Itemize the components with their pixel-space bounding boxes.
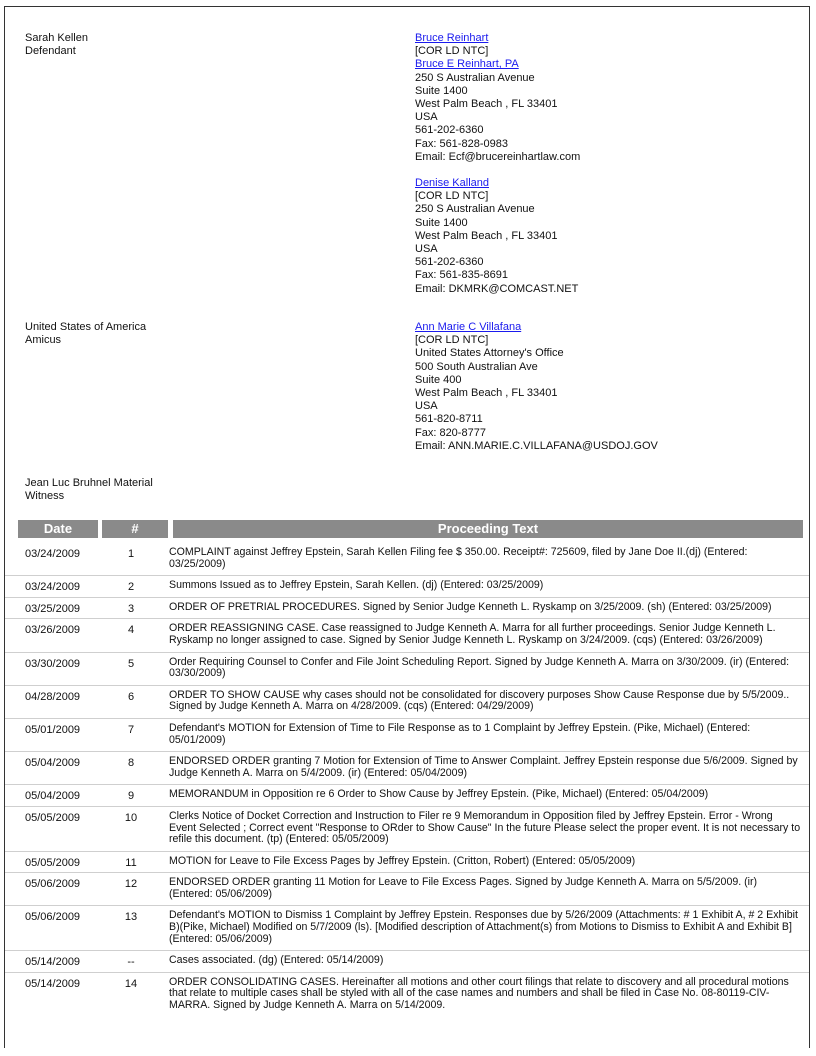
address-line: USA	[415, 111, 438, 124]
entry-date: 05/14/2009	[25, 977, 81, 990]
phone-line: 561-820-8711	[415, 413, 483, 426]
entry-number: 2	[127, 581, 135, 594]
fax-line: Fax: 561-828-0983	[415, 137, 508, 150]
party-role: Amicus	[25, 334, 62, 346]
entry-text: Order Requiring Counsel to Confer and File Joint Scheduling Report. Signed by Judge Kenneth A. Marra on 3/30/2009. (ir) (Entered: 03/30/2009)	[169, 655, 790, 680]
attorney-designation: [COR LD NTC]	[415, 190, 489, 203]
entry-number: 9	[127, 790, 135, 803]
attorney-name-link[interactable]: Ann Marie C Villafana	[415, 321, 522, 333]
entry-date: 05/04/2009	[25, 757, 81, 770]
party-role: Witness	[25, 490, 65, 502]
entry-number: 8	[127, 757, 135, 770]
entry-number: --	[127, 956, 135, 969]
entry-text: ORDER OF PRETRIAL PROCEDURES. Signed by Senior Judge Kenneth L. Ryskamp on 3/25/2009. (sh) (Entered: 03/25/2009)	[169, 600, 772, 613]
table-row	[5, 872, 810, 905]
entry-number: 5	[127, 657, 135, 670]
attorney-ann-marie-villafana	[415, 321, 658, 453]
attorney-denise-kalland	[415, 177, 578, 296]
docket-table	[5, 543, 810, 1017]
entry-text: Defendant's MOTION for Extension of Time to File Response as to 1 Complaint by Jeffrey Epstein. (Pike, Michael) (Entered: 05/01/2009)	[169, 721, 751, 746]
entry-text: Defendant's MOTION to Dismiss 1 Complaint by Jeffrey Epstein. Responses due by 5/26/2009 (Attachments: # 1 Exhibit A, # 2 Exhibit B)(Pike, Michael) Modified on 5/7/2009 (ls). [Modified description of Attachment(s) from Motions to Dismiss to Exhibit A and Exhibit B] (Entered: 05/06/2009)	[169, 909, 798, 945]
party-name: Sarah Kellen	[25, 32, 88, 44]
phone-line: 561-202-6360	[415, 124, 484, 137]
address-line: West Palm Beach , FL 33401	[415, 387, 558, 400]
entry-text: ORDER REASSIGNING CASE. Case reassigned to Judge Kenneth A. Marra for all further proceedings. Senior Judge Kenneth L. Ryskamp no longer assigned to case. Signed by Senior Judge Kenneth L. Ryskamp on 3/24/2009. (cqs) (Entered: 03/26/2009)	[169, 622, 776, 646]
entry-text: MEMORANDUM in Opposition re 6 Order to Show Cause by Jeffrey Epstein. (Pike, Michael) (Entered: 05/04/2009)	[169, 788, 709, 801]
entry-date: 03/25/2009	[25, 602, 81, 615]
party-name: Jean Luc Bruhnel Material	[25, 477, 153, 489]
table-row	[5, 905, 810, 950]
party-witness	[25, 477, 153, 503]
email-line: Email: DKMRK@COMCAST.NET	[415, 282, 579, 295]
entry-text: ORDER CONSOLIDATING CASES. Hereinafter all motions and other court filings that relate to discovery and all procedural motions that relate to multiple cases shall be styled with all of the case names and numbers and shall be filed in Case No. 08-80119-CIV-MARRA. Signed by Judge Kenneth A. Marra on 5/14/2009.	[169, 975, 789, 1012]
entry-text: ENDORSED ORDER granting 7 Motion for Extension of Time to Answer Complaint. Jeffrey Epstein response due 5/6/2009. Signed by Judge Kenneth A. Marra on 5/4/2009. (ir) (Entered: 05/04/2009)	[169, 755, 798, 779]
header-number: #	[102, 520, 168, 538]
address-line: 250 S Australian Avenue	[415, 203, 535, 216]
docket-page	[4, 6, 810, 1048]
table-row	[5, 784, 810, 806]
attorney-designation: [COR LD NTC]	[415, 45, 489, 58]
table-row	[5, 597, 810, 619]
fax-line: Fax: 820-8777	[415, 426, 486, 439]
table-row	[5, 618, 810, 651]
address-line: Suite 1400	[415, 84, 468, 97]
address-line: United States Attorney's Office	[415, 347, 564, 360]
address-line: West Palm Beach , FL 33401	[415, 229, 558, 242]
attorney-name-link[interactable]: Denise Kalland	[415, 177, 489, 189]
entry-number: 6	[127, 690, 135, 703]
entry-number: 3	[127, 602, 135, 615]
entry-date: 05/04/2009	[25, 790, 81, 803]
entry-text: ENDORSED ORDER granting 11 Motion for Leave to File Excess Pages. Signed by Judge Kenneth A. Marra on 5/5/2009. (ir) (Entered: 05/06/2009)	[169, 876, 758, 900]
attorney-name-link[interactable]: Bruce Reinhart	[415, 32, 489, 44]
address-line: USA	[415, 400, 438, 413]
entry-date: 03/30/2009	[25, 657, 81, 670]
table-row	[5, 806, 810, 851]
entry-date: 05/06/2009	[25, 878, 81, 891]
table-row	[5, 718, 810, 751]
address-line: Suite 400	[415, 373, 462, 386]
table-row	[5, 751, 810, 784]
entry-number: 14	[124, 977, 138, 990]
party-name: United States of America	[25, 321, 147, 333]
entry-number: 10	[124, 811, 138, 824]
entry-date: 03/24/2009	[25, 548, 81, 560]
entry-date: 03/26/2009	[25, 624, 81, 637]
table-row	[5, 950, 810, 972]
entry-text: COMPLAINT against Jeffrey Epstein, Sarah Kellen Filing fee $ 350.00. Receipt#: 725609, filed by Jane Doe II.(dj) (Entered: 03/25/2009)	[169, 546, 748, 570]
entry-date: 05/05/2009	[25, 856, 81, 869]
party-role: Defendant	[25, 45, 76, 57]
party-sarah-kellen	[25, 32, 88, 58]
address-line: Suite 1400	[415, 216, 468, 229]
header-date: Date	[18, 520, 98, 538]
table-row	[5, 575, 810, 597]
fax-line: Fax: 561-835-8691	[415, 269, 508, 282]
table-row	[5, 543, 810, 575]
entry-number: 1	[127, 548, 135, 560]
entry-number: 11	[125, 856, 137, 869]
entry-number: 7	[127, 723, 135, 736]
address-line: West Palm Beach , FL 33401	[415, 98, 558, 111]
entry-number: 13	[124, 911, 138, 924]
entry-date: 05/14/2009	[25, 956, 81, 969]
party-united-states	[25, 321, 146, 347]
entry-date: 03/24/2009	[25, 581, 81, 594]
entry-date: 05/06/2009	[25, 911, 81, 924]
entry-text: Cases associated. (dg) (Entered: 05/14/2009)	[169, 954, 384, 967]
entry-number: 12	[124, 878, 138, 891]
entry-text: Summons Issued as to Jeffrey Epstein, Sarah Kellen. (dj) (Entered: 03/25/2009)	[169, 579, 544, 592]
table-row	[5, 972, 810, 1017]
attorney-designation: [COR LD NTC]	[415, 334, 489, 347]
entry-date: 04/28/2009	[25, 690, 81, 703]
address-line: USA	[415, 243, 438, 256]
entry-number: 4	[127, 624, 135, 637]
email-line: Email: ANN.MARIE.C.VILLAFANA@USDOJ.GOV	[415, 439, 658, 452]
entry-text: MOTION for Leave to File Excess Pages by Jeffrey Epstein. (Critton, Robert) (Entered: 05/05/2009)	[169, 854, 636, 867]
entry-date: 05/05/2009	[25, 811, 81, 824]
address-line: 500 South Australian Ave	[415, 360, 538, 373]
email-line: Email: Ecf@brucereinhartlaw.com	[415, 150, 581, 163]
attorney-bruce-reinhart	[415, 32, 580, 164]
entry-text: Clerks Notice of Docket Correction and Instruction to Filer re 9 Memorandum in Opposition filed by Jeffrey Epstein. Error - Wrong Event Selected ; Correct event "Response to ORder to Show Cause" In the future Please select the proper event. It is not necessary to refile this document. (tp) (Entered: 05/05/2009)	[169, 809, 801, 846]
table-row	[5, 851, 810, 873]
phone-line: 561-202-6360	[415, 256, 484, 269]
address-line: 250 S Australian Avenue	[415, 71, 535, 84]
header-proceeding-text: Proceeding Text	[173, 520, 803, 538]
table-row	[5, 652, 810, 685]
entry-text: ORDER TO SHOW CAUSE why cases should not be consolidated for discovery purposes Show Cause Response due by 5/5/2009.. Signed by Judge Kenneth A. Marra on 4/28/2009. (cqs) (Entered: 04/29/2009)	[169, 688, 790, 713]
table-row	[5, 685, 810, 718]
attorney-firm-link[interactable]: Bruce E Reinhart, PA	[415, 58, 519, 71]
entry-date: 05/01/2009	[25, 723, 81, 736]
